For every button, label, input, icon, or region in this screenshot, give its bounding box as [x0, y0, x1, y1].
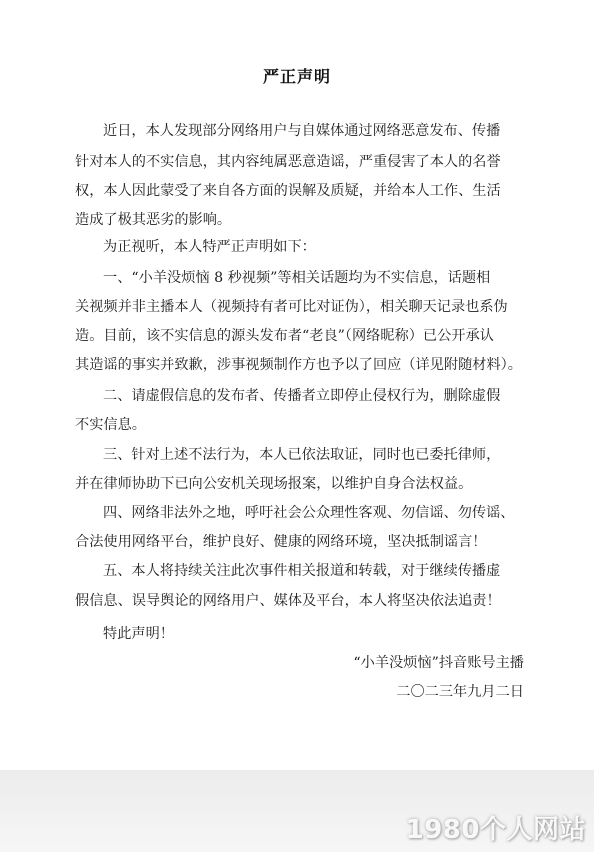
paragraph-line: 假信息、误导舆论的网络用户、媒体及平台，本人将坚决依法追责！: [75, 593, 501, 609]
paragraph-line: 不实信息。: [75, 417, 146, 433]
bottom-band: [0, 770, 594, 852]
paragraph-line: 权，本人因此蒙受了来自各方面的误解及质疑，并给本人工作、生活: [75, 183, 501, 199]
paragraph-line: 五、本人将持续关注此次事件相关报道和转载，对于继续传播虚: [103, 563, 501, 579]
paragraph-line: 造成了极其恶劣的影响。: [75, 212, 232, 228]
paragraph-line: 三、针对上述不法行为，本人已依法取证，同时也已委托律师，: [103, 447, 501, 463]
paragraph-line: 为正视听，本人特严正声明如下：: [103, 239, 316, 255]
paragraph-line: 造。目前，该不实信息的源头发布者“老良”（网络昵称）已公开承认: [75, 328, 494, 344]
paragraph-line: 并在律师协助下已向公安机关现场报案，以维护自身合法权益。: [75, 476, 473, 492]
site-watermark: 1980个人网站: [405, 815, 586, 845]
paragraph-line: 针对本人的不实信息，其内容纯属恶意造谣，严重侵害了本人的名誉: [75, 154, 501, 170]
paragraph-line: 一、“小羊没烦恼 8 秒视频”等相关话题均为不实信息，话题相: [103, 270, 491, 286]
paragraph-line: 二、请虚假信息的发布者、传播者立即停止侵权行为，删除虚假: [103, 388, 501, 404]
page-title: 严正声明: [262, 67, 331, 86]
statement-date: 二〇二三年九月二日: [396, 684, 524, 700]
paragraph-line: 近日，本人发现部分网络用户与自媒体通过网络恶意发布、传播: [103, 123, 501, 139]
paragraph-line: 四、网络非法外之地，呼吁社会公众理性客观、勿信谣、勿传谣、: [103, 505, 515, 521]
signature: “小羊没烦恼”抖音账号主播: [353, 655, 524, 671]
paragraph-line: 关视频并非主播本人（视频持有者可比对证伪），相关聊天记录也系伪: [75, 299, 508, 315]
paragraph-line: 合法使用网络平台，维护良好、健康的网络环境，坚决抵制谣言！: [75, 534, 487, 550]
paragraph-line: 特此声明！: [103, 626, 174, 642]
paragraph-line: 其造谣的事实并致歉，涉事视频制作方也予以了回应（详见附随材料）。: [75, 357, 522, 373]
